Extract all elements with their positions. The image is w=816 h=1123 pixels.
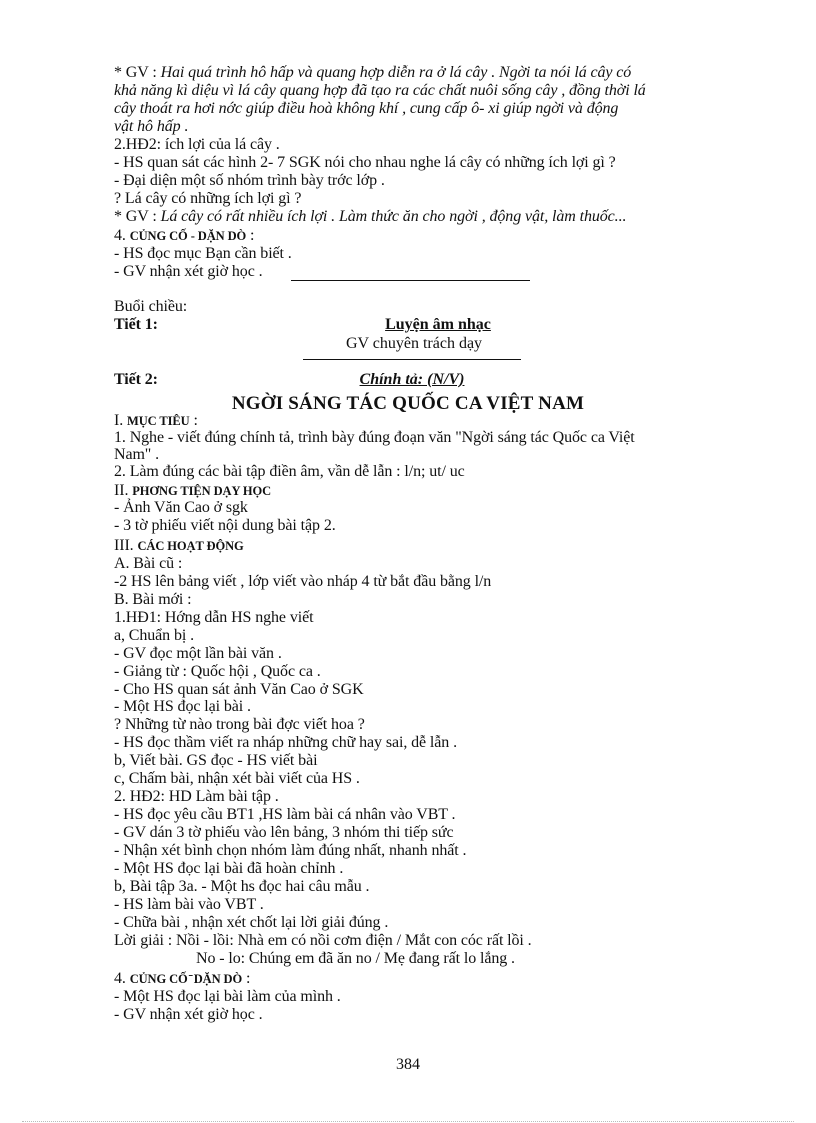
section-suffix: : (189, 412, 198, 429)
final-1: - Một HS đọc lại bài làm của mình . (114, 988, 341, 1005)
gv-note-line-2: khả năng kì diệu vì lá cây quang hợp đã tạo ra các chất nuôi sống cây , đồng thời lá (114, 82, 646, 99)
gv-note-2 (114, 208, 626, 225)
gv-note-text: Hai quá trình hô hấp và quang hợp diễn ra ở lá cây . Ngời ta nói lá cây có (160, 64, 632, 81)
exercise-4: - Một HS đọc lại bài đã hoàn chỉnh . (114, 860, 344, 877)
exercise-1: - HS đọc yêu cầu BT1 ,HS làm bài cá nhân vào VBT . (114, 806, 456, 823)
step-6: - HS đọc thầm viết ra nháp những chữ hay sai, dễ lẫn . (114, 734, 457, 751)
tiet-1-label: Tiết 1: (114, 316, 158, 333)
write-line: b, Viết bài. GS đọc - HS viết bài (114, 752, 318, 769)
gv-prefix: * GV : (114, 208, 161, 225)
cung-co-num: 4. (114, 970, 130, 987)
hd2-exercise-title: 2. HĐ2: HD Làm bài tập . (114, 788, 279, 805)
section-num: II. (114, 482, 133, 499)
step-5: ? Những từ nào trong bài đợc viết hoa ? (114, 716, 365, 733)
gv-prefix: * GV : (114, 64, 161, 81)
session-label: Buổi chiều: (114, 298, 188, 315)
part-a-title: A. Bài cũ : (114, 555, 183, 572)
part-b-title: B. Bài mới : (114, 591, 192, 608)
section-label: CÁC HOẠT ĐỘNG (137, 539, 244, 553)
grade-line: c, Chấm bài, nhận xét bài viết của HS . (114, 770, 360, 787)
exercise-2: - GV dán 3 tờ phiếu vào lên bảng, 3 nhóm thi tiếp sức (114, 824, 454, 841)
section-1-heading (114, 412, 198, 430)
equipment-2: - 3 tờ phiếu viết nội dung bài tập 2. (114, 517, 336, 534)
exercise-7: - Chữa bài , nhận xét chốt lại lời giải đúng . (114, 914, 389, 931)
section-num: III. (114, 537, 138, 554)
cung-co-suffix: : (242, 970, 251, 987)
step-2: - Giảng từ : Quốc hội , Quốc ca . (114, 663, 321, 680)
divider-rule (291, 280, 530, 281)
cung-co-num: 4. (114, 227, 130, 244)
objective-1a: 1. Nghe - viết đúng chính tả, trình bày đúng đoạn văn "Ngời sáng tác Quốc ca Việt (114, 429, 635, 446)
hd2-line-1: - HS quan sát các hình 2- 7 SGK nói cho nhau nghe lá cây có những ích lợi gì ? (114, 154, 616, 171)
step-1: - GV đọc một lần bài văn . (114, 645, 282, 662)
equipment-1: - Ảnh Văn Cao ở sgk (114, 499, 248, 516)
cung-co-label: CỦNG CỐ - DẶN DÒ (129, 229, 247, 243)
tiet-2-label: Tiết 2: (114, 371, 158, 388)
page-number: 384 (396, 1056, 420, 1073)
section-2-heading (114, 482, 271, 500)
cc-line-2: - GV nhận xét giờ học . (114, 263, 263, 280)
question-line: ? Lá cây có những ích lợi gì ? (114, 190, 302, 207)
cung-co-label: CỦNG CỐ ̄ DẶN DÒ (129, 972, 243, 986)
lesson-title: NGỜI SÁNG TÁC QUỐC CA VIỆT NAM (231, 393, 585, 414)
gv-note-line-3: cây thoát ra hơi nớc giúp điều hoà không khí , cung cấp ô- xi giúp ngời và động (114, 100, 619, 117)
page-bottom-edge (22, 1121, 794, 1122)
gv-note-line-1 (114, 64, 631, 81)
cung-co-suffix: : (246, 227, 255, 244)
tiet-1-rule (303, 359, 521, 360)
step-4: - Một HS đọc lại bài . (114, 698, 251, 715)
cung-co-heading (114, 227, 254, 245)
gv-note-line-4: vật hô hấp . (114, 118, 189, 135)
exercise-3: - Nhận xét bình chọn nhóm làm đúng nhất, nhanh nhất . (114, 842, 467, 859)
final-2: - GV nhận xét giờ học . (114, 1006, 263, 1023)
hd2-title: 2.HĐ2: ích lợi của lá cây . (114, 136, 280, 153)
gv-note-2-text: Lá cây có rất nhiều ích lợi . Làm thức ăn cho ngời , động vật, làm thuốc... (160, 208, 627, 225)
cc-line-1: - HS đọc mục Bạn cần biết . (114, 245, 292, 262)
solution-line-1: Lời giải : Nồi - lồi: Nhà em có nồi cơm điện / Mắt con cóc rất lồi . (114, 932, 532, 949)
section-label: MỤC TIÊU (127, 414, 190, 428)
tiet-1-teacher: GV chuyên trách dạy (345, 335, 483, 352)
section-3-heading (114, 537, 244, 555)
prep-line: a, Chuẩn bị . (114, 627, 195, 644)
objective-1b: Nam" . (114, 446, 160, 463)
section-num: I. (114, 412, 128, 429)
exercise-5: b, Bài tập 3a. - Một hs đọc hai câu mẫu . (114, 878, 370, 895)
section-label: PHƠNG TIỆN DẠY HỌC (132, 484, 272, 498)
hd1-title: 1.HĐ1: Hớng dẫn HS nghe viết (114, 609, 314, 626)
cung-co-heading-2 (114, 970, 250, 988)
solution-line-2: No - lo: Chúng em đã ăn no / Mẹ đang rất lo lắng . (196, 950, 515, 967)
part-a-line: -2 HS lên bảng viết , lớp viết vào nháp 4 từ bắt đầu bằng l/n (114, 573, 492, 590)
tiet-1-subject: Luyện âm nhạc (385, 316, 491, 333)
hd2-line-2: - Đại diện một số nhóm trình bày trớc lớp . (114, 172, 385, 189)
step-3: - Cho HS quan sát ảnh Văn Cao ở SGK (114, 681, 364, 698)
tiet-2-subject: Chính tả: (N/V) (359, 371, 465, 388)
exercise-6: - HS làm bài vào VBT . (114, 896, 264, 913)
objective-2: 2. Làm đúng các bài tập điền âm, vần dễ lẫn : l/n; ut/ uc (114, 463, 465, 480)
